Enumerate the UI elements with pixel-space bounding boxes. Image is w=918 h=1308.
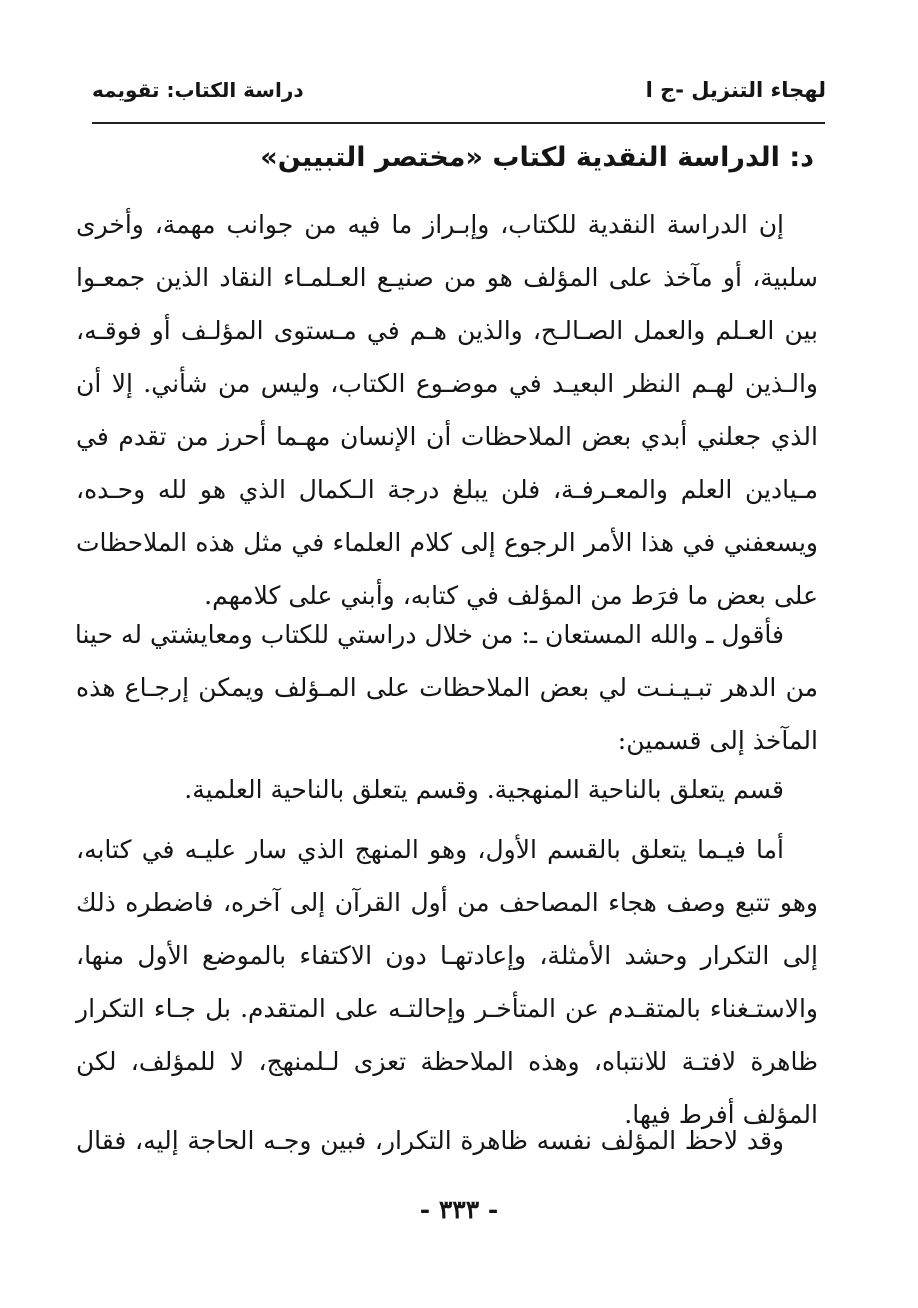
text-line: المؤلف أفرط فيها. bbox=[624, 1100, 818, 1129]
paragraph-1 bbox=[76, 198, 818, 622]
text-line: أما فيـما يتعلق بالقسم الأول، وهو المنهج الذي سار عليـه في كتابه، bbox=[76, 835, 784, 864]
paragraph-3 bbox=[76, 763, 818, 816]
text-line: الذي جعلني أبدي بعض الملاحظات أن الإنسان مهـما أحرز من تقدم في bbox=[76, 422, 818, 451]
paragraph-5 bbox=[76, 1114, 818, 1167]
paragraph-2 bbox=[76, 608, 818, 767]
header-divider bbox=[92, 122, 825, 124]
text-line: بين العـلم والعمل الصـالـح، والذين هـم في مـستوى المؤلـف أو فوقـه، bbox=[76, 316, 818, 345]
text-line: المآخذ إلى قسمين: bbox=[617, 726, 818, 755]
text-line: إن الدراسة النقدية للكتاب، وإبـراز ما فيه من جوانب مهمة، وأخرى bbox=[76, 210, 784, 239]
text-line: إلى التكرار وحشد الأمثلة، وإعادتهـا دون الاكتفاء بالموضع الأول منها، bbox=[76, 941, 818, 970]
book-title: لهجاء التنزيل -ج ا bbox=[645, 78, 826, 102]
text-line: وهو تتبع وصف هجاء المصاحف من أول القرآن إلى آخره، فاضطره ذلك bbox=[76, 888, 818, 917]
text-line: فأقول ـ والله المستعان ـ: من خلال دراستي للكتاب ومعايشتي له حينا bbox=[74, 620, 784, 649]
text-line: والـذين لهـم النظر البعيـد في موضـوع الكتاب، وليس من شأني. إلا أن bbox=[76, 369, 818, 398]
text-line: ويسعفني في هذا الأمر الرجوع إلى كلام العلماء في مثل هذه الملاحظات bbox=[76, 528, 818, 557]
page-number: - ٣٣٣ - bbox=[419, 1195, 499, 1224]
chapter-title: دراسة الكتاب: تقويمه bbox=[92, 78, 304, 102]
text-line: سلبية، أو مآخذ على المؤلف هو من صنيـع العـلمـاء النقاد الذين جمعـوا bbox=[76, 263, 818, 292]
text-line: ظاهرة لافتـة للانتباه، وهذه الملاحظة تعزى لـلمنهج، لا للمؤلف، لكن bbox=[76, 1047, 818, 1076]
text-line: وقد لاحظ المؤلف نفسه ظاهرة التكرار، فبين وجـه الحاجة إليه، فقال bbox=[76, 1126, 784, 1155]
running-header bbox=[92, 72, 826, 112]
text-line: قسم يتعلق بالناحية المنهجية. وقسم يتعلق بالناحية العلمية. bbox=[184, 775, 784, 804]
text-line: من الدهر تبـيـنـت لي بعض الملاحظات على المـؤلف ويمكن إرجـاع هذه bbox=[76, 673, 818, 702]
paragraph-4 bbox=[76, 823, 818, 1141]
text-line: مـيادين العلم والمعـرفـة، فلن يبلغ درجة الـكمال الذي هو لله وحـده، bbox=[76, 475, 819, 504]
text-line: والاستـغناء بالمتقـدم عن المتأخـر وإحالتـه على المتقدم. بل جـاء التكرار bbox=[76, 994, 818, 1023]
section-heading: د: الدراسة النقدية لكتاب «مختصر التبيين» bbox=[260, 142, 814, 173]
text-line: على بعض ما فرَط من المؤلف في كتابه، وأبني على كلامهم. bbox=[204, 581, 818, 610]
